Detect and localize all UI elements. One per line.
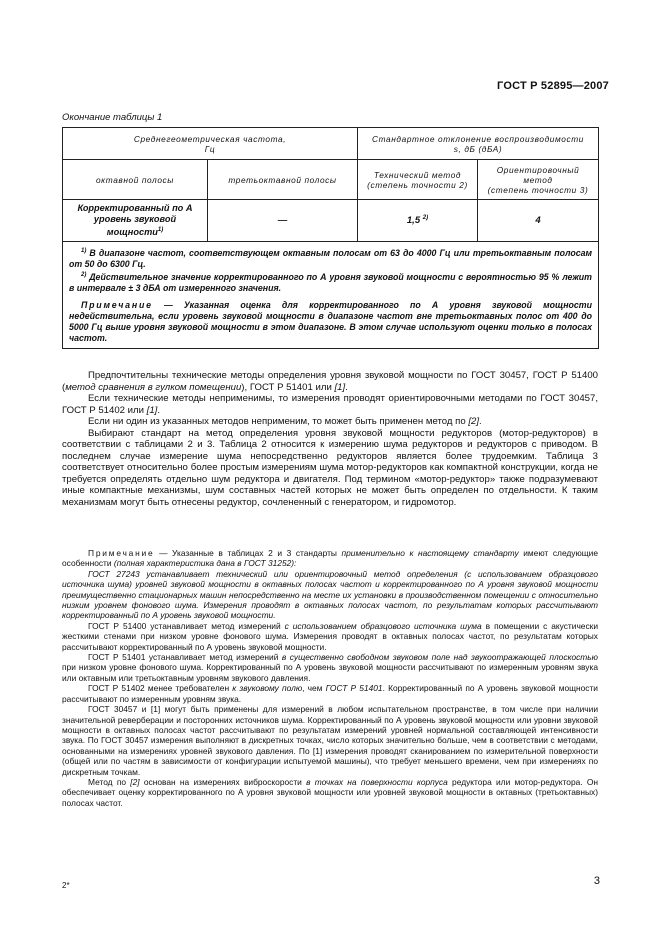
p2-reference: [1] (146, 404, 158, 416)
note-51401-b: при низком уровне фонового шума. Корректированный по А уровень звуковой мощности рассчитывают по измеренным уровням звука или октавным или третьоктавным уровням звукового давления. (62, 662, 598, 683)
p2-text-a: Если технические методы неприменимы, то измерения проводят ориентировочными методами по ГОСТ 30457, ГОСТ Р 51402 или (62, 393, 598, 416)
note-gost-30457: ГОСТ 30457 и [1] могут быть применены для измерений в любом испытательном пространстве, в том числе при наличии значительной реверберации и посторонних источников шума. Корректированный по А уровень звуковой мощности или уровни звуковой мощности в октавных полосах частот рассчитывают по результатам измерений уровней нормальной составляющей интенсивности звука. По ГОСТ 30457 измерения выполняют в дискретных точках, число которых значительно больше, чем в соответствии с методами, основанными на измерениях уровней звукового давления. По [1] измерения проводят сканированием по измерительной поверхности (общей или по частям в зависимости от конфигурации испытуемой машины), что требует меньшего времени, чем при измерениях по дискретным точкам. (62, 704, 598, 777)
notes-intro-b: имеют следующие особенности (62, 548, 598, 569)
note-51400-italic: с использованием образцового источника шума (284, 620, 482, 631)
cell-technical-footnote: 2) (422, 214, 429, 221)
note-method2-italic: в точках на поверхности корпуса (306, 776, 448, 787)
header-technical-method (358, 160, 478, 200)
notes-intro-a: — Указанные в таблицах 2 и 3 стандарты (159, 548, 342, 558)
header-tech-line2: (степень точности 2) (367, 179, 468, 190)
row-label-line1: Корректированный по А (77, 202, 193, 213)
table-notes (63, 242, 599, 349)
p1-reference: [1] (334, 381, 346, 393)
footnote-2-mark: 2) (81, 271, 87, 278)
paragraph-3 (62, 416, 598, 428)
cell-technical (358, 200, 478, 242)
note-51402-a: ГОСТ Р 51402 менее требователен (88, 683, 233, 694)
header-orient-line2: метод (523, 174, 553, 185)
note-method-2 (62, 777, 598, 808)
header-frequency (63, 128, 358, 160)
data-table (62, 127, 599, 349)
row-label-line3: мощности (106, 227, 158, 238)
paragraph-2 (62, 393, 598, 416)
table-note-text: — Указанная оценка для корректированного по А уровня звуковой мощности недействительна, если уровень звуковой мощности в диапазоне частот вне третьоктавных полос от 400 до 5000 Гц выше уровня звуковой мощности в этом диапазоне. В этом случае используют оценки только в полосах частот. (69, 299, 593, 343)
notes-intro-italic-2: (полная характеристика дана в ГОСТ 31252): (113, 558, 297, 569)
note-gost-51400 (62, 621, 598, 652)
note-51402-italic-2: ГОСТ Р 51401 (325, 683, 383, 694)
header-octave: октавной полосы (63, 160, 208, 200)
footnote-1-mark: 1) (81, 248, 87, 254)
header-orient-line3: (степень точности 3) (487, 184, 589, 195)
row-label-footnote: 1) (157, 226, 164, 233)
note-method2-b: основан на измерениях виброскорости (139, 776, 307, 787)
note-51402-b: , чем (302, 683, 326, 694)
note-gost-51401 (62, 652, 598, 683)
footnote-2-text: Действительное значение корректированного по А уровня звуковой мощности с вероятностью 95 % лежит в интервале ± 3 дБА от измеренного значения. (69, 271, 592, 293)
document-number: ГОСТ Р 52895—2007 (497, 80, 609, 92)
cell-technical-value: 1,5 (406, 215, 421, 227)
note-method2-reference: [2] (130, 776, 140, 787)
header-deviation (358, 128, 599, 160)
page-number: 3 (593, 875, 600, 887)
paragraph-1 (62, 370, 598, 393)
note-method2-a: Метод по (88, 776, 131, 787)
header-frequency-unit: Гц (204, 143, 216, 154)
header-tech-line1: Технический метод (373, 169, 462, 180)
p2-text-b: . (157, 404, 160, 416)
note-51400-a: ГОСТ Р 51400 устанавливает метод измерений (88, 620, 285, 631)
note-gost-51402 (62, 683, 598, 704)
p1-text-a: Предпочтительны технические методы определения уровня звуковой мощности по ГОСТ 30457, ГОСТ Р 51400 ( (62, 370, 598, 393)
footnote-1 (69, 246, 592, 270)
p1-text-c: . (345, 381, 348, 393)
p1-text-italic: метод сравнения в гулком помещении (65, 381, 242, 393)
note-51401-a: ГОСТ Р 51401 устанавливает метод измерений (88, 652, 282, 663)
note-method2-c: редуктора или мотор-редуктора. Он обеспечивает оценку корректированного по А уровня звуковой мощности или уровней звуковой мощности в октавных (третьоктавных) полосах частот. (62, 776, 599, 808)
header-orientation-method (478, 160, 599, 200)
header-orient-line1: Ориентировочный (496, 164, 580, 175)
notes-intro-italic: применительно к настоящему стандарту (341, 548, 519, 558)
cell-third-octave: — (208, 200, 358, 242)
notes-label: Примечание (88, 548, 155, 558)
notes-intro (62, 548, 598, 569)
header-frequency-label: Среднегеометрическая частота, (133, 133, 287, 144)
p3-reference: [2] (468, 416, 480, 427)
sheet-mark: 2* (62, 881, 70, 890)
cell-orientation: 4 (478, 200, 599, 242)
footnote-1-text: В диапазоне частот, соответствующем октавным полосам от 63 до 4000 Гц или третьоктавным полосам от 50 до 6300 Гц. (69, 247, 593, 269)
main-text (62, 370, 598, 508)
note-51401-italic: в существенно свободном звуковом поле над звукоотражающей плоскостью (281, 652, 598, 663)
table-note-label: Примечание (81, 299, 153, 310)
row-label-line2: уровень звуковой (93, 213, 177, 224)
table-caption: Окончание таблицы 1 (62, 112, 163, 123)
note-51402-c: . Корректированный по А уровень звуковой мощности рассчитывают по измеренным уровням звука. (62, 683, 598, 704)
header-third-octave: третьоктавной полосы (208, 160, 358, 200)
notes-section (62, 548, 598, 808)
header-deviation-unit: s, дБ (дБА) (453, 143, 503, 154)
p3-text-b: . (479, 416, 482, 427)
header-deviation-label: Стандартное отклонение воспроизводимости (372, 133, 584, 144)
row-label (63, 200, 208, 242)
p3-text-a: Если ни один из указанных методов неприменим, то может быть применен метод по (88, 416, 469, 427)
note-51400-b: в помещении с акустически жесткими стенами при низком уровне фонового шума. Измерения проводят в октавных полосах частот, по результатам которых рассчитывают корректированный по А уровень звуковой мощности. (62, 620, 598, 652)
note-gost-27243: ГОСТ 27243 устанавливает технический или ориентировочный метод определения (с использованием образцового источника шума) уровней звуковой мощности в октавных полосах частот и корректированного по А уровня звуковой мощности преимущественно стационарных машин непосредственно на месте их установки в производственном помещении с относительно низким уровнем фонового шума. Измерения проводят в октавных полосах частот, по результатам которых рассчитывают корректированный по А уровень звуковой мощности. (62, 568, 598, 621)
paragraph-4: Выбирают стандарт на метод определения уровня звуковой мощности редукторов (мотор-редукторов) в соответствии с таблицами 2 и 3. Таблица 2 относится к измерению шума редукторов и редукторов с приводом. В последнем случае измерение шума непосредственно редукторов является более трудоемким. Таблица 3 соответствует относительно более простым измерениям шума мотор-редукторов как компактной конструкции, когда не требуется определять отдельно шум редуктора и двигателя. Под термином «мотор-редуктор» также подразумевают иные компактные механизмы, шум составных частей которых не может быть определен по отдельности. К таким механизмам могут быть отнесены редуктор, сочлененный с генератором, и гидромотор. (62, 427, 598, 508)
table-note (69, 300, 592, 344)
p1-text-b: ), ГОСТ Р 51401 или (241, 381, 335, 393)
note-51402-italic: к звуковому полю (232, 683, 303, 694)
footnote-2 (69, 270, 592, 294)
